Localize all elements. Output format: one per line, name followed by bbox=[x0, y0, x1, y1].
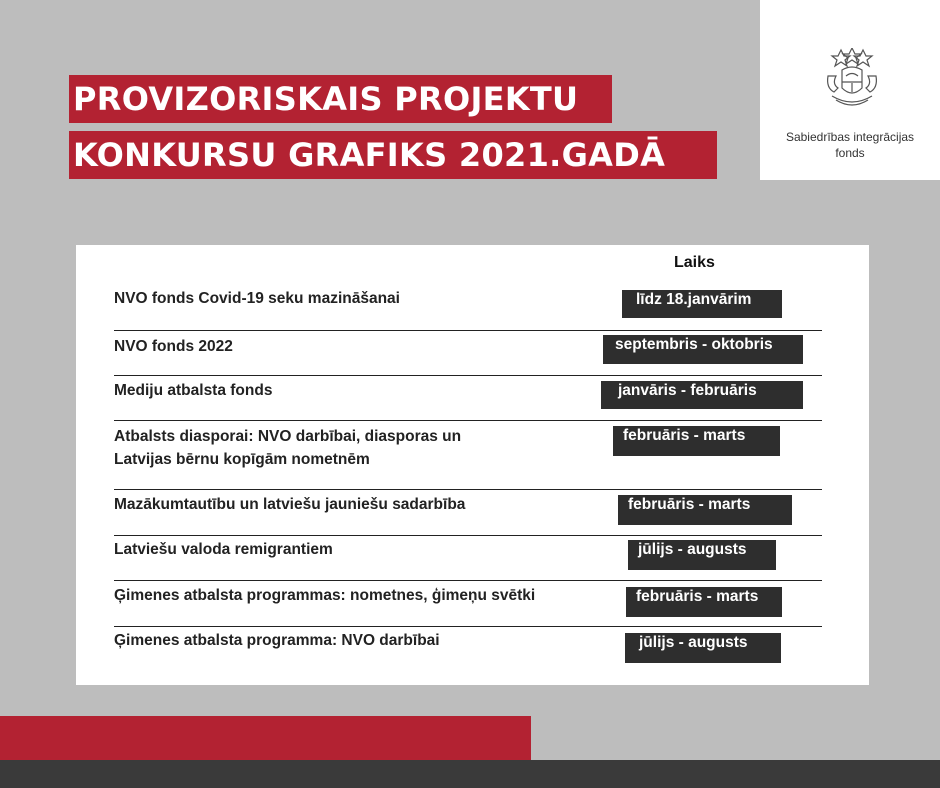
row-divider bbox=[114, 330, 822, 331]
table-row-label: Ģimenes atbalsta programmas: nometnes, ģimeņu svētki bbox=[114, 587, 536, 604]
time-badge: septembris - oktobris bbox=[603, 335, 803, 364]
row-divider bbox=[114, 420, 822, 421]
row-divider bbox=[114, 580, 822, 581]
time-badge: februāris - marts bbox=[613, 426, 780, 456]
table-row-label: Mazākumtautību un latviešu jauniešu sadarbība bbox=[114, 496, 466, 513]
time-badge: februāris - marts bbox=[618, 495, 792, 525]
time-badge: jūlijs - augusts bbox=[628, 540, 776, 570]
table-row-label: NVO fonds 2022 bbox=[114, 338, 233, 355]
time-badge: līdz 18.janvārim bbox=[622, 290, 782, 318]
table-row-label: Atbalsts diasporai: NVO darbībai, diasporas un bbox=[114, 428, 462, 445]
time-badge: janvāris - februāris bbox=[601, 381, 803, 409]
logo-text-line-1: Sabiedrības integrācijas bbox=[785, 130, 915, 144]
coat-of-arms-icon bbox=[824, 48, 880, 110]
table-row-label: Ģimenes atbalsta programma: NVO darbībai bbox=[114, 632, 440, 649]
table-row-label: Mediju atbalsta fonds bbox=[114, 382, 273, 399]
page-title-line-1: PROVIZORISKAIS PROJEKTU bbox=[69, 75, 612, 123]
logo-text-line-2: fonds bbox=[835, 146, 865, 160]
logo bbox=[760, 0, 940, 180]
schedule-table bbox=[76, 245, 869, 685]
column-header-time: Laiks bbox=[674, 254, 715, 271]
row-divider bbox=[114, 375, 822, 376]
row-divider bbox=[114, 489, 822, 490]
table-row-label-continued: Latvijas bērnu kopīgām nometnēm bbox=[114, 451, 370, 468]
table-row-label: Latviešu valoda remigrantiem bbox=[114, 541, 333, 558]
table-row-label: NVO fonds Covid-19 seku mazināšanai bbox=[114, 290, 400, 307]
footer-bar bbox=[0, 760, 940, 788]
row-divider bbox=[114, 535, 822, 536]
footer-accent-bar bbox=[0, 716, 531, 760]
row-divider bbox=[114, 626, 822, 627]
time-badge: februāris - marts bbox=[626, 587, 782, 617]
time-badge: jūlijs - augusts bbox=[625, 633, 781, 663]
page-title-line-2: KONKURSU GRAFIKS 2021.GADĀ bbox=[69, 131, 717, 179]
